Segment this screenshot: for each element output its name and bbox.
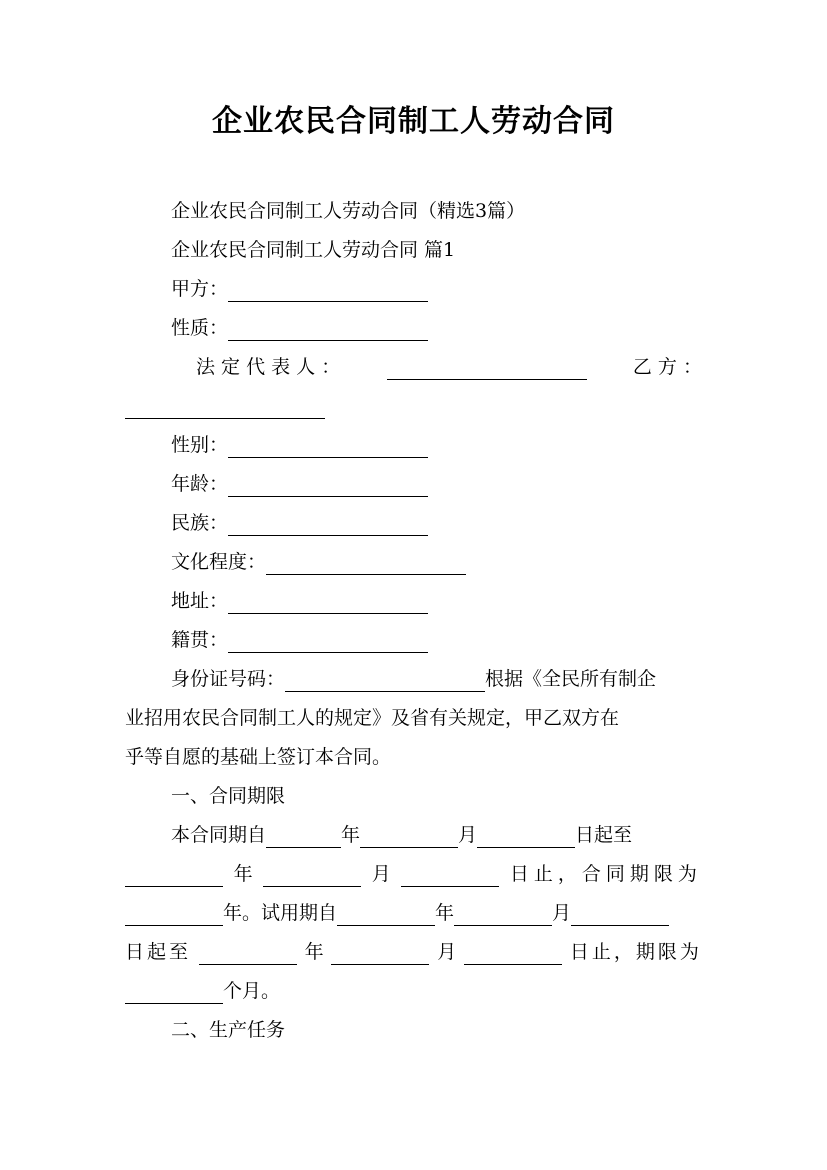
term-start-day-blank[interactable]	[477, 827, 575, 848]
party-b-label: 乙 方 ：	[632, 356, 702, 378]
year-text: 年	[233, 863, 253, 885]
address-label: 地址：	[171, 590, 229, 612]
gender-blank[interactable]	[228, 437, 428, 458]
para1-line3: 乎等自愿的基础上签订本合同。	[125, 746, 392, 768]
gender-label: 性别：	[171, 434, 229, 456]
legal-rep-blank[interactable]	[387, 359, 587, 380]
probation-from-text: 日起至	[125, 941, 192, 963]
month-text: 月	[458, 824, 478, 846]
probation-day-blank[interactable]	[571, 905, 669, 926]
origin-line	[171, 627, 428, 653]
party-b-line	[125, 393, 325, 419]
probation-year-blank[interactable]	[337, 905, 435, 926]
nature-blank[interactable]	[228, 320, 428, 341]
term-duration-blank[interactable]	[125, 905, 223, 926]
probation-duration-blank[interactable]	[125, 983, 223, 1004]
probation-start-text: 年。试用期自	[223, 902, 338, 924]
address-line	[171, 588, 428, 614]
id-label: 身份证号码：	[171, 668, 286, 690]
document-title: 企业农民合同制工人劳动合同	[212, 104, 615, 139]
age-label: 年龄：	[171, 473, 229, 495]
month-text: 月	[371, 863, 391, 885]
age-blank[interactable]	[228, 476, 428, 497]
education-label: 文化程度：	[171, 551, 267, 573]
id-blank[interactable]	[285, 671, 485, 692]
probation-end-day-blank[interactable]	[464, 944, 562, 965]
term-until-text: 日止，合同期限为	[509, 863, 702, 885]
nature-label: 性质：	[171, 317, 229, 339]
ethnicity-blank[interactable]	[228, 515, 428, 536]
legal-rep-label: 法 定 代 表 人 ：	[196, 356, 341, 378]
month-text: 月	[437, 941, 457, 963]
party-a-blank[interactable]	[228, 281, 428, 302]
document-subtitle: 企业农民合同制工人劳动合同（精选3篇）	[171, 200, 526, 222]
section-1-heading: 一、合同期限	[171, 785, 286, 807]
term-end-month-blank[interactable]	[263, 866, 361, 887]
id-line	[171, 666, 656, 692]
education-line	[171, 549, 466, 575]
party-a-line	[171, 276, 428, 302]
party-b-blank[interactable]	[125, 398, 325, 419]
probation-end-month-blank[interactable]	[331, 944, 429, 965]
part-heading: 企业农民合同制工人劳动合同 篇1	[171, 239, 456, 261]
ethnicity-label: 民族：	[171, 512, 229, 534]
ethnicity-line	[171, 510, 428, 536]
term-line3	[125, 900, 669, 926]
section-2-heading: 二、生产任务	[171, 1019, 286, 1041]
origin-blank[interactable]	[228, 632, 428, 653]
probation-end-year-blank[interactable]	[199, 944, 297, 965]
age-line	[171, 471, 428, 497]
term-end-day-blank[interactable]	[401, 866, 499, 887]
para1-start: 根据《全民所有制企	[485, 668, 657, 690]
party-a-label: 甲方：	[171, 278, 229, 300]
education-blank[interactable]	[266, 554, 466, 575]
months-text: 个月。	[223, 980, 281, 1002]
address-blank[interactable]	[228, 593, 428, 614]
probation-month-blank[interactable]	[454, 905, 552, 926]
term-start-text: 本合同期自	[171, 824, 267, 846]
term-from-text: 日起至	[575, 824, 633, 846]
para1-line2: 业招用农民合同制工人的规定》及省有关规定，甲乙双方在	[125, 707, 620, 729]
origin-label: 籍贯：	[171, 629, 229, 651]
term-line5	[125, 978, 280, 1004]
term-line4	[125, 939, 702, 965]
term-end-year-blank[interactable]	[125, 866, 223, 887]
nature-line	[171, 315, 428, 341]
year-text: 年	[435, 902, 455, 924]
term-start-year-blank[interactable]	[266, 827, 341, 848]
year-text: 年	[304, 941, 324, 963]
legal-rep-line	[196, 354, 702, 380]
term-start-month-blank[interactable]	[360, 827, 458, 848]
probation-until-text: 日止，期限为	[569, 941, 702, 963]
month-text: 月	[552, 902, 572, 924]
term-line1	[171, 822, 632, 848]
gender-line	[171, 432, 428, 458]
term-line2	[125, 861, 702, 887]
year-text: 年	[341, 824, 361, 846]
